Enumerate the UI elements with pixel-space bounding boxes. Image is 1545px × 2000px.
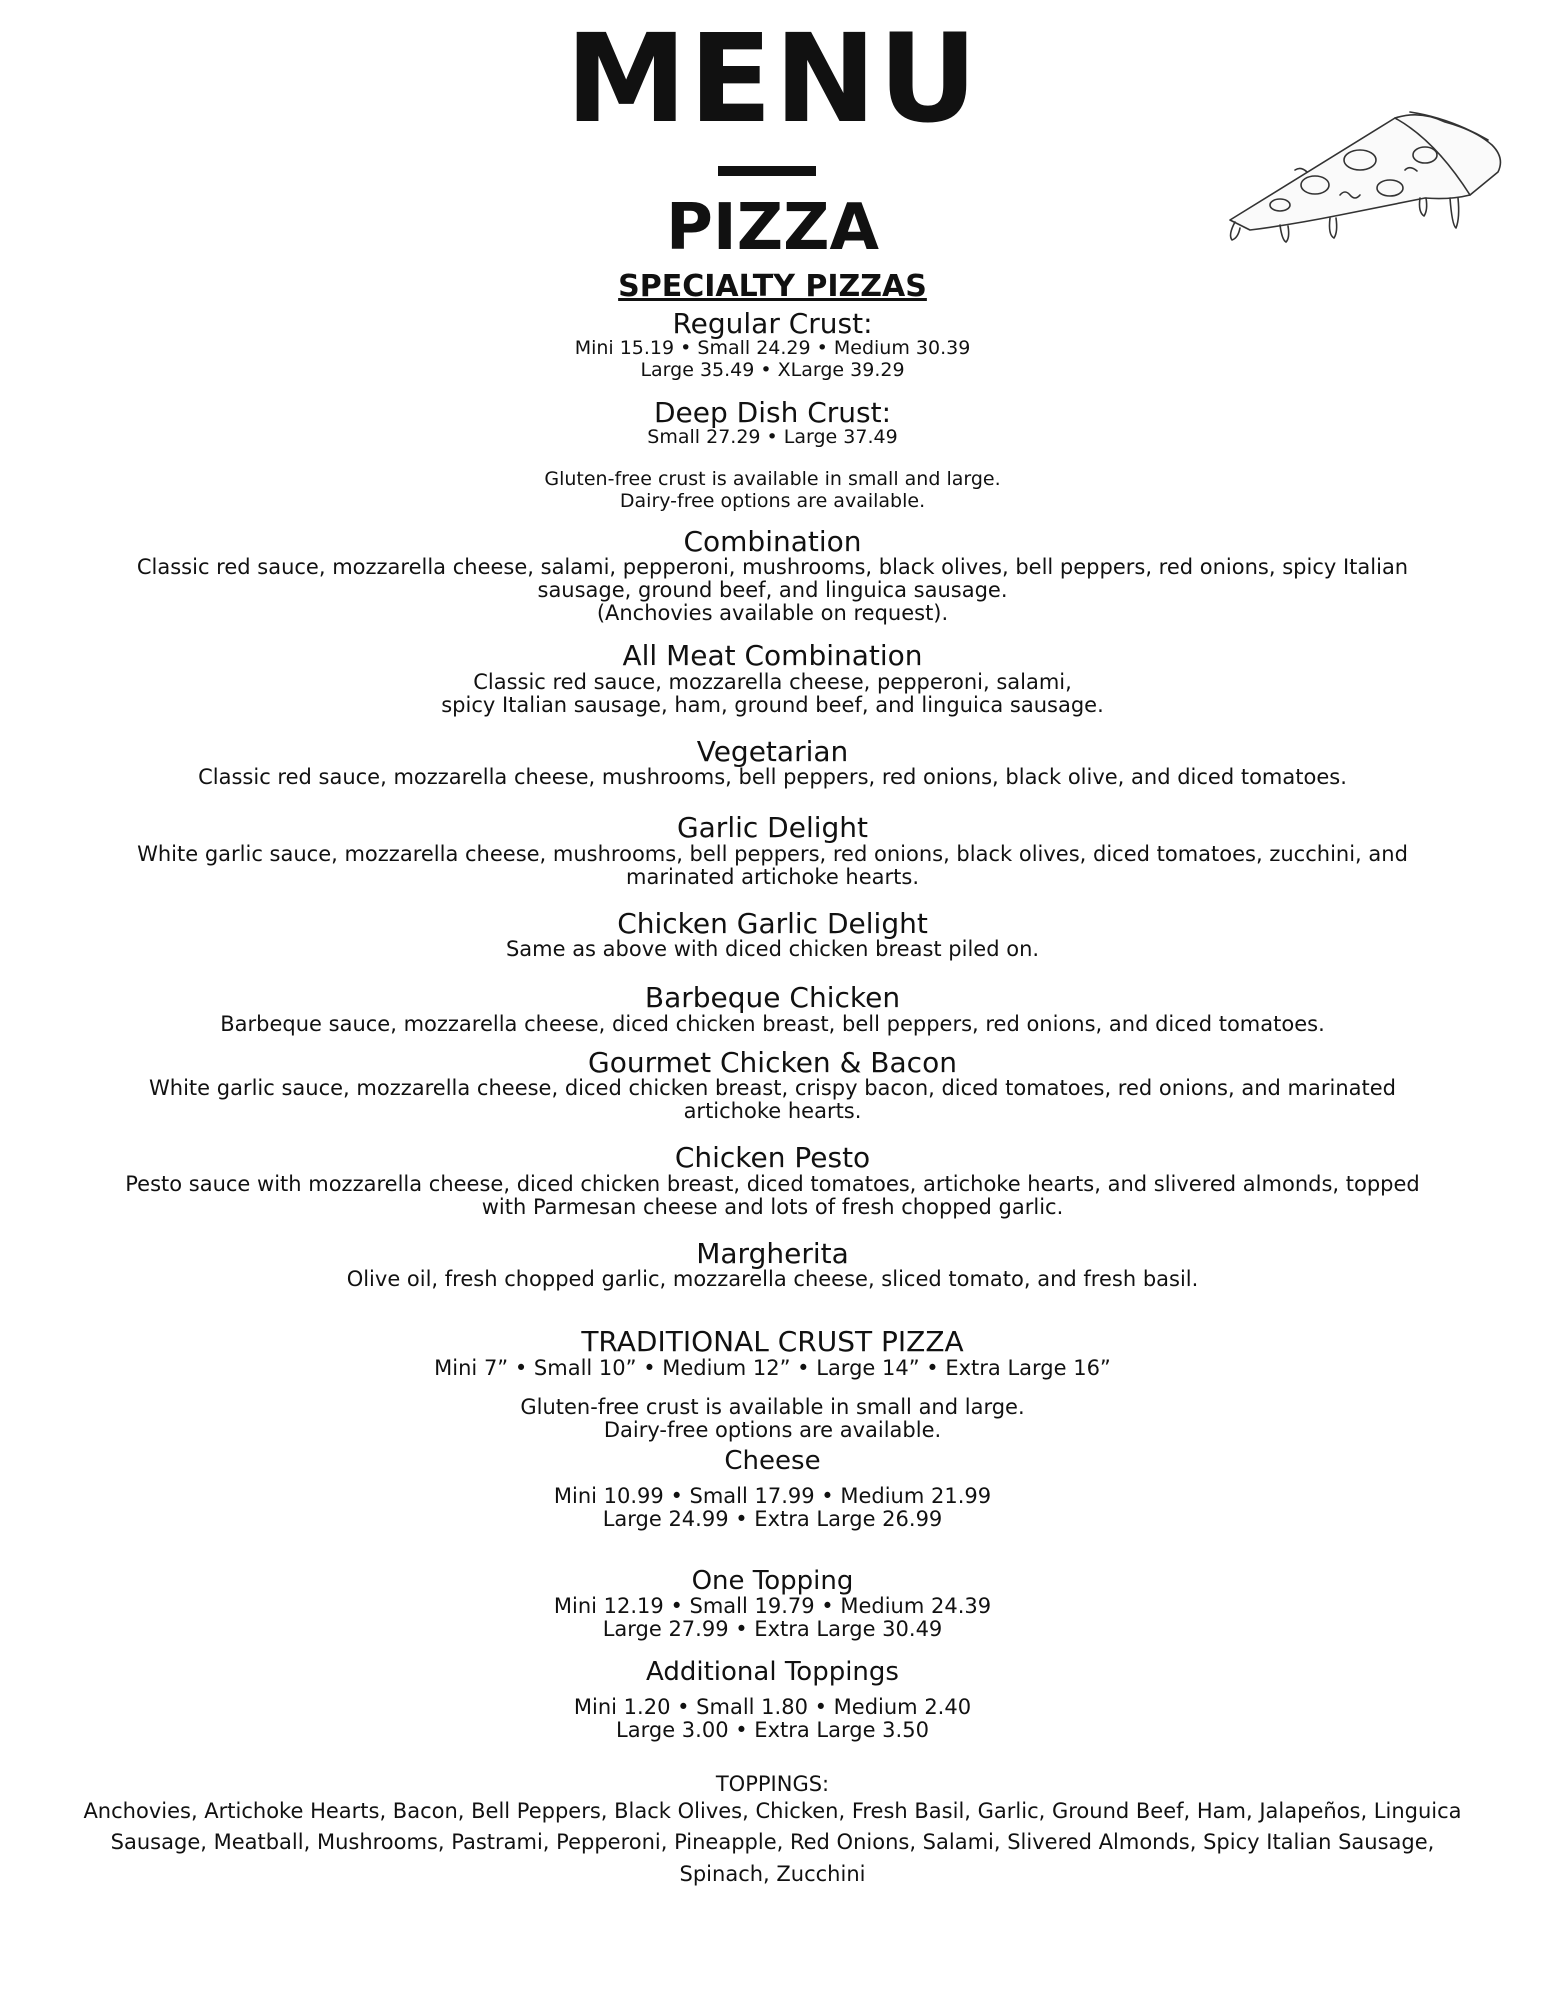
specialty-item — [0, 983, 1545, 1035]
specialty-item — [0, 813, 1545, 889]
pizza-slice-illustration — [1220, 100, 1510, 250]
item-description: Classic red sauce, mozzarella cheese, pepperoni, salami, — [473, 669, 1072, 694]
traditional-heading: TRADITIONAL CRUST PIZZA — [581, 1325, 964, 1359]
toppings-list — [0, 1773, 1545, 1891]
regular-crust-label: Regular Crust: — [672, 306, 873, 340]
item-name: All Meat Combination — [622, 639, 923, 673]
specialty-item — [0, 1143, 1545, 1219]
specialty-item — [0, 641, 1545, 717]
additional-toppings-prices: Mini 1.20 • Small 1.80 • Medium 2.40 — [573, 1695, 972, 1720]
gluten-free-line: Gluten-free crust is available in small and large. — [544, 467, 1001, 490]
item-description: Olive oil, fresh chopped garlic, mozzarella cheese, sliced tomato, and fresh basil. — [346, 1267, 1199, 1292]
dairy-free-line: Dairy-free options are available. — [603, 1418, 942, 1442]
toppings-label: TOPPINGS: — [715, 1771, 830, 1796]
menu-title: MENU — [565, 8, 980, 150]
one-topping-prices: Mini 12.19 • Small 19.79 • Medium 24.39 — [553, 1593, 992, 1618]
item-description: Classic red sauce, mozzarella cheese, salami, pepperoni, mushrooms, black olives, bell peppers, red onions, spicy Italian — [136, 554, 1409, 579]
item-description: Classic red sauce, mozzarella cheese, mushrooms, bell peppers, red onions, black olive, and diced tomatoes. — [198, 765, 1347, 790]
item-name: Gourmet Chicken & Bacon — [588, 1045, 957, 1079]
item-name: Vegetarian — [696, 734, 849, 768]
item-description: with Parmesan cheese and lots of fresh chopped garlic. — [481, 1194, 1064, 1219]
item-description: spicy Italian sausage, ham, ground beef, and linguica sausage. — [441, 692, 1104, 717]
item-description: Same as above with diced chicken breast piled on. — [505, 937, 1040, 962]
item-name: Garlic Delight — [676, 811, 869, 845]
specialty-item — [0, 734, 1545, 790]
item-description: Barbeque sauce, mozzarella cheese, diced chicken breast, bell peppers, red onions, and diced tomatoes. — [220, 1011, 1325, 1036]
dairy-free-line: Dairy-free options are available. — [619, 489, 926, 512]
traditional-sizes: Mini 7” • Small 10” • Medium 12” • Large 14” • Extra Large 16” — [434, 1355, 1111, 1380]
specialty-item — [0, 906, 1545, 962]
toppings-line: Spinach, Zucchini — [679, 1861, 866, 1886]
item-description: White garlic sauce, mozzarella cheese, mushrooms, bell peppers, red onions, black olives, diced tomatoes, zucchini, and — [137, 841, 1408, 866]
deep-dish-prices: Small 27.29 • Large 37.49 — [647, 425, 898, 448]
additional-toppings-prices: Large 3.00 • Extra Large 3.50 — [616, 1718, 929, 1743]
specialty-item — [0, 1045, 1545, 1124]
item-description: artichoke hearts. — [683, 1099, 862, 1124]
cheese-prices: Large 24.99 • Extra Large 26.99 — [602, 1507, 943, 1532]
one-topping-label: One Topping — [691, 1565, 854, 1596]
item-description: Pesto sauce with mozzarella cheese, diced chicken breast, diced tomatoes, artichoke hearts, and slivered almonds, topped — [125, 1171, 1420, 1196]
specialty-heading: SPECIALTY PIZZAS — [618, 269, 927, 304]
item-description: marinated artichoke hearts. — [626, 864, 919, 889]
regular-crust-prices: Large 35.49 • XLarge 39.29 — [640, 358, 905, 381]
cheese-prices: Mini 10.99 • Small 17.99 • Medium 21.99 — [553, 1484, 992, 1509]
regular-crust-block — [0, 306, 1545, 382]
one-topping-prices: Large 27.99 • Extra Large 30.49 — [602, 1616, 943, 1641]
item-name: Chicken Pesto — [674, 1141, 871, 1175]
deep-dish-label: Deep Dish Crust: — [653, 395, 892, 429]
item-name: Barbeque Chicken — [644, 981, 901, 1015]
gluten-free-line: Gluten-free crust is available in small and large. — [520, 1394, 1025, 1419]
specialty-item — [0, 524, 1545, 626]
menu-content — [0, 270, 1545, 1890]
gluten-free-note — [0, 469, 1545, 513]
item-name: Margherita — [696, 1236, 849, 1270]
cheese-label: Cheese — [724, 1446, 821, 1477]
item-description: White garlic sauce, mozzarella cheese, diced chicken breast, crispy bacon, diced tomatoes, red onions, and marinated — [149, 1076, 1396, 1101]
additional-toppings-label: Additional Toppings — [646, 1657, 899, 1688]
item-name: Chicken Garlic Delight — [617, 906, 928, 940]
regular-crust-prices: Mini 15.19 • Small 24.29 • Medium 30.39 — [574, 336, 971, 359]
toppings-line: Anchovies, Artichoke Hearts, Bacon, Bell Peppers, Black Olives, Chicken, Fresh Basil, Garlic, Ground Beef, Ham, Jalapeños, Linguica — [83, 1798, 1462, 1823]
item-description: sausage, ground beef, and linguica sausage. — [537, 577, 1008, 602]
title-divider — [718, 166, 816, 176]
item-description: (Anchovies available on request). — [596, 601, 949, 626]
traditional-section — [0, 1327, 1545, 1742]
item-name: Combination — [683, 524, 862, 558]
pizza-heading: PIZZA — [665, 191, 880, 265]
toppings-line: Sausage, Meatball, Mushrooms, Pastrami, Pepperoni, Pineapple, Red Onions, Salami, Slivered Almonds, Spicy Italian Sausage, — [110, 1830, 1435, 1855]
deep-dish-block — [0, 395, 1545, 449]
specialty-item — [0, 1236, 1545, 1292]
